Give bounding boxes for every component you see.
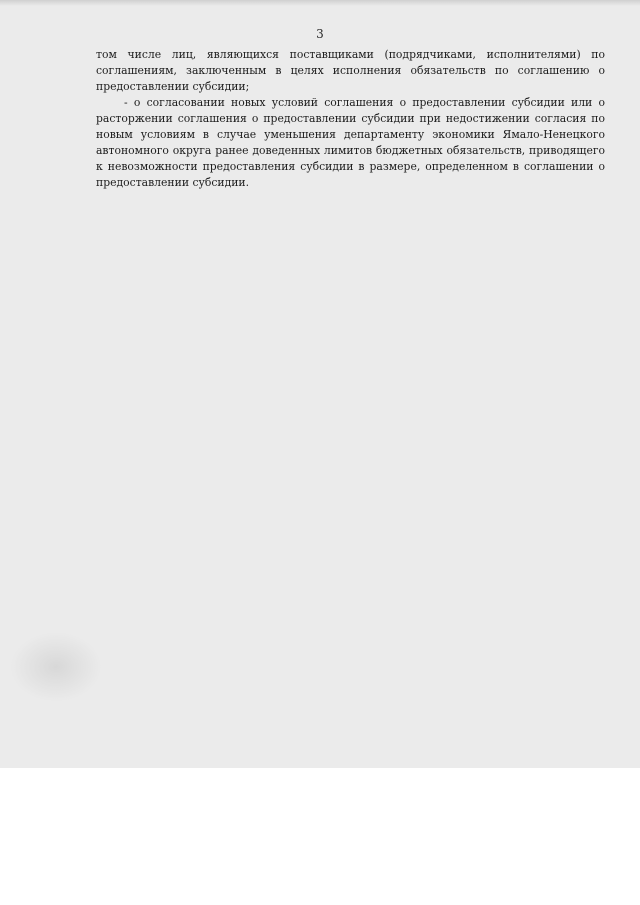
scan-smudge <box>10 632 102 702</box>
blank-area <box>0 768 640 905</box>
paragraph-continuation: том числе лиц, являющихся поставщиками (подрядчиками, исполнителями) по соглашениям, заключенным в целях исполнения обязательств по соглашению о предоставлении субсидии; <box>96 48 605 93</box>
page-top-shadow <box>0 0 640 6</box>
page-number: 3 <box>316 27 324 41</box>
paragraph-subsidy-agreement: - о согласовании новых условий соглашения о предоставлении субсидии или о расторжении соглашения о предоставлении субсидии при недостижении согласия по новым условиям в случае уменьшения департаменту экономики Ямало-Ненецкого автономного округа ранее доведенных лимитов бюджетных обязательств, приводящего к невозможности предоставления субсидии в размере, определенном в соглашении о предоставлении субсидии. <box>96 96 605 189</box>
document-body <box>96 47 605 191</box>
